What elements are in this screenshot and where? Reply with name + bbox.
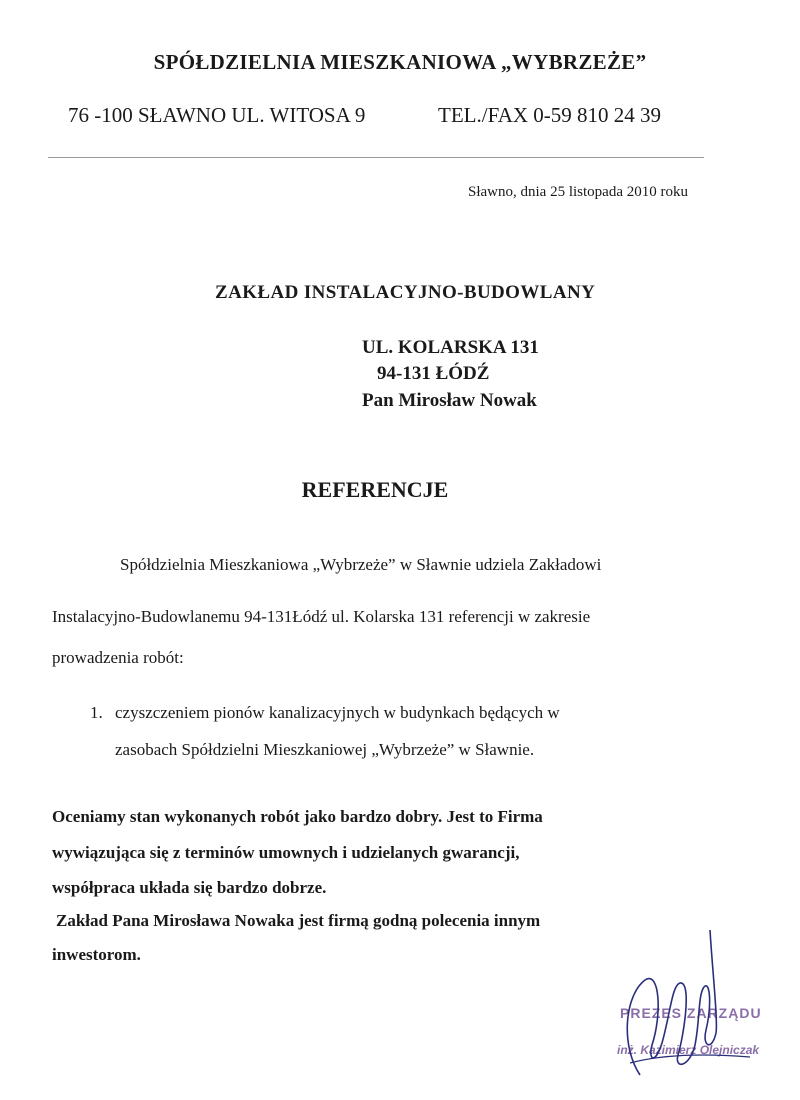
- paragraph-line: prowadzenia robót:: [52, 648, 184, 667]
- paragraph-line: Instalacyjno-Budowlanemu 94-131Łódź ul. Kolarska 131 referencji w zakresie: [52, 607, 591, 626]
- assessment-line: inwestorom.: [52, 945, 141, 964]
- paragraph-line: Spółdzielnia Mieszkaniowa „Wybrzeże” w Sławnie udziela Zakładowi: [120, 555, 602, 574]
- organization-name: SPÓŁDZIELNIA MIESZKANIOWA „WYBRZEŻE”: [153, 50, 647, 74]
- recipient-city: 94-131 ŁÓDŹ: [377, 363, 490, 384]
- list-item-number: 1.: [90, 703, 103, 722]
- organization-phone: TEL./FAX 0-59 810 24 39: [438, 103, 662, 127]
- assessment-line: Zakład Pana Mirosława Nowaka jest firmą godną polecenia innym: [56, 911, 541, 930]
- list-item-line: czyszczeniem pionów kanalizacyjnych w budynkach będących w: [115, 703, 560, 722]
- stamp-name: inż. Kazimierz Olejniczak: [617, 1043, 760, 1057]
- header-divider: [48, 157, 704, 158]
- assessment-line: wywiązująca się z terminów umownych i udzielanych gwarancji,: [52, 843, 520, 862]
- list-item-line: zasobach Spółdzielni Mieszkaniowej „Wybrzeże” w Sławnie.: [115, 740, 535, 759]
- organization-address: 76 -100 SŁAWNO UL. WITOSA 9: [68, 103, 366, 127]
- date-line: Sławno, dnia 25 listopada 2010 roku: [468, 184, 688, 200]
- stamp-title: PREZES ZARZĄDU: [620, 1005, 762, 1021]
- assessment-line: współpraca układa się bardzo dobrze.: [52, 878, 327, 897]
- document-title: REFERENCJE: [301, 477, 449, 502]
- assessment-line: Oceniamy stan wykonanych robót jako bardzo dobry. Jest to Firma: [52, 807, 543, 826]
- recipient-person: Pan Mirosław Nowak: [362, 390, 537, 411]
- recipient-street: UL. KOLARSKA 131: [362, 337, 539, 358]
- signature-icon: [600, 925, 780, 1085]
- signature-stroke: [627, 930, 716, 1075]
- recipient-company: ZAKŁAD INSTALACYJNO-BUDOWLANY: [215, 282, 596, 303]
